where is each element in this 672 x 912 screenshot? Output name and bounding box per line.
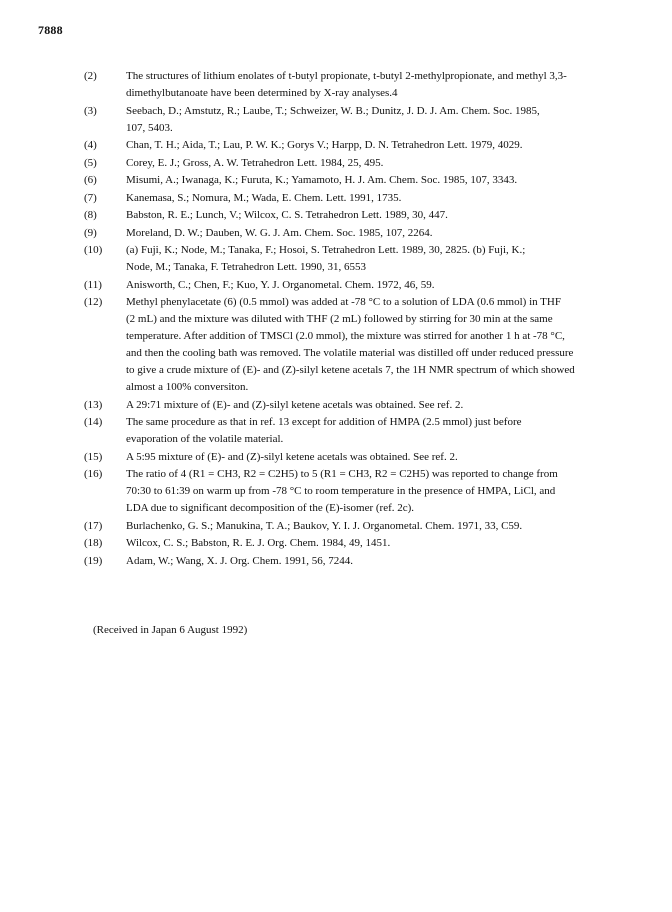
reference-number: (7) [84,191,97,204]
reference-number: (9) [84,226,97,239]
reference-line: Corey, E. J.; Gross, A. W. Tetrahedron Lett. 1984, 25, 495. [126,156,384,169]
reference-line: temperature. After addition of TMSCl (2.0 mmol), the mixture was stirred for another 1 h at -78 °C, [126,330,565,342]
reference-text [126,68,632,102]
reference-number: (4) [84,139,97,151]
reference-text [126,225,632,242]
reference-number: (13) [84,398,103,411]
reference-text [126,414,632,448]
reference-item [84,68,632,102]
reference-item [84,535,632,552]
reference-item [84,449,632,466]
reference-line: Wilcox, C. S.; Babston, R. E. J. Org. Chem. 1984, 49, 1451. [126,537,391,549]
received-date: (Received in Japan 6 August 1992) [93,624,248,636]
reference-line: dimethylbutanoate have been determined by X-ray analyses.4 [126,87,398,99]
reference-line: Kanemasa, S.; Nomura, M.; Wada, E. Chem. Lett. 1991, 1735. [126,191,402,204]
reference-text [126,294,632,396]
reference-line: almost a 100% conversiton. [126,381,249,393]
reference-line: 107, 5403. [126,121,173,134]
reference-number: (5) [84,156,97,169]
reference-line: Methyl phenylacetate (6) (0.5 mmol) was added at -78 °C to a solution of LDA (0.6 mmol) in THF [126,296,561,308]
reference-item [84,294,632,396]
reference-item [84,207,632,224]
reference-item [84,414,632,448]
reference-line: (2 mL) and the mixture was diluted with THF (2 mL) followed by stirring for 30 min at the same [126,313,553,325]
reference-line: The ratio of 4 (R1 = CH3, R2 = C2H5) to 5 (R1 = CH3, R2 = C2H5) was reported to change from [126,468,558,480]
reference-text [126,553,632,570]
reference-number: (14) [84,416,103,428]
reference-line: Adam, W.; Wang, X. J. Org. Chem. 1991, 56, 7244. [126,554,353,567]
reference-text [126,449,632,466]
reference-number: (12) [84,296,103,308]
reference-number: (8) [84,209,97,221]
reference-text [126,207,632,224]
reference-item [84,397,632,414]
reference-text [126,277,632,294]
reference-text [126,242,632,276]
reference-number: (17) [84,519,103,532]
reference-item [84,466,632,517]
reference-line: Node, M.; Tanaka, F. Tetrahedron Lett. 1990, 31, 6553 [126,261,367,273]
reference-line: A 29:71 mixture of (E)- and (Z)-silyl ketene acetals was obtained. See ref. 2. [126,398,464,411]
reference-text [126,190,632,207]
reference-number: (6) [84,174,97,186]
reference-line: to give a crude mixture of (E)- and (Z)-silyl ketene acetals 7, the 1H NMR spectrum of which showed [126,364,575,376]
reference-line: Misumi, A.; Iwanaga, K.; Furuta, K.; Yamamoto, H. J. Am. Chem. Soc. 1985, 107, 3343. [126,174,518,186]
reference-line: 70:30 to 61:39 on warm up from -78 °C to room temperature in the presence of HMPA, LiCl, and [126,485,556,497]
reference-number: (2) [84,70,97,82]
reference-item [84,190,632,207]
reference-text [126,103,632,137]
reference-line: The structures of lithium enolates of t-butyl propionate, t-butyl 2-methylpropionate, and methyl 3,3- [126,70,567,82]
reference-number: (3) [84,104,97,117]
reference-line: Moreland, D. W.; Dauben, W. G. J. Am. Chem. Soc. 1985, 107, 2264. [126,226,433,239]
reference-number: (16) [84,468,103,480]
reference-line: Seebach, D.; Amstutz, R.; Laube, T.; Schweizer, W. B.; Dunitz, J. D. J. Am. Chem. Soc. 1985, [126,104,540,117]
reference-text [126,466,632,517]
reference-item [84,553,632,570]
reference-item [84,137,632,154]
reference-text [126,518,632,535]
reference-line: and then the cooling bath was removed. The volatile material was distilled off under reduced pressure [126,347,574,359]
reference-item [84,242,632,276]
reference-number: (10) [84,244,103,256]
reference-number: (11) [84,278,102,291]
reference-line: Chan, T. H.; Aida, T.; Lau, P. W. K.; Gorys V.; Harpp, D. N. Tetrahedron Lett. 1979, 4029. [126,139,523,151]
reference-text [126,397,632,414]
reference-item [84,103,632,137]
page-number: 7888 [38,23,63,37]
reference-text [126,137,632,154]
reference-number: (18) [84,537,103,549]
reference-line: Burlachenko, G. S.; Manukina, T. A.; Baukov, Y. I. J. Organometal. Chem. 1971, 33, C59. [126,519,523,532]
reference-line: evaporation of the volatile material. [126,433,284,445]
reference-line: Anisworth, C.; Chen, F.; Kuo, Y. J. Organometal. Chem. 1972, 46, 59. [126,278,435,291]
reference-line: The same procedure as that in ref. 13 except for addition of HMPA (2.5 mmol) just before [126,416,522,428]
reference-item [84,277,632,294]
reference-number: (15) [84,450,103,463]
reference-item [84,155,632,172]
reference-number: (19) [84,554,103,567]
reference-text [126,155,632,172]
reference-line: (a) Fuji, K.; Node, M.; Tanaka, F.; Hosoi, S. Tetrahedron Lett. 1989, 30, 2825. (b) Fuji, K.; [126,244,526,256]
reference-text [126,172,632,189]
reference-line: LDA due to significant decomposition of the (E)-isomer (ref. 2c). [126,502,415,514]
reference-text [126,535,632,552]
reference-line: Babston, R. E.; Lunch, V.; Wilcox, C. S. Tetrahedron Lett. 1989, 30, 447. [126,209,448,221]
reference-list [84,68,632,570]
reference-line: A 5:95 mixture of (E)- and (Z)-silyl ketene acetals was obtained. See ref. 2. [126,450,458,463]
reference-item [84,225,632,242]
reference-item [84,518,632,535]
reference-item [84,172,632,189]
